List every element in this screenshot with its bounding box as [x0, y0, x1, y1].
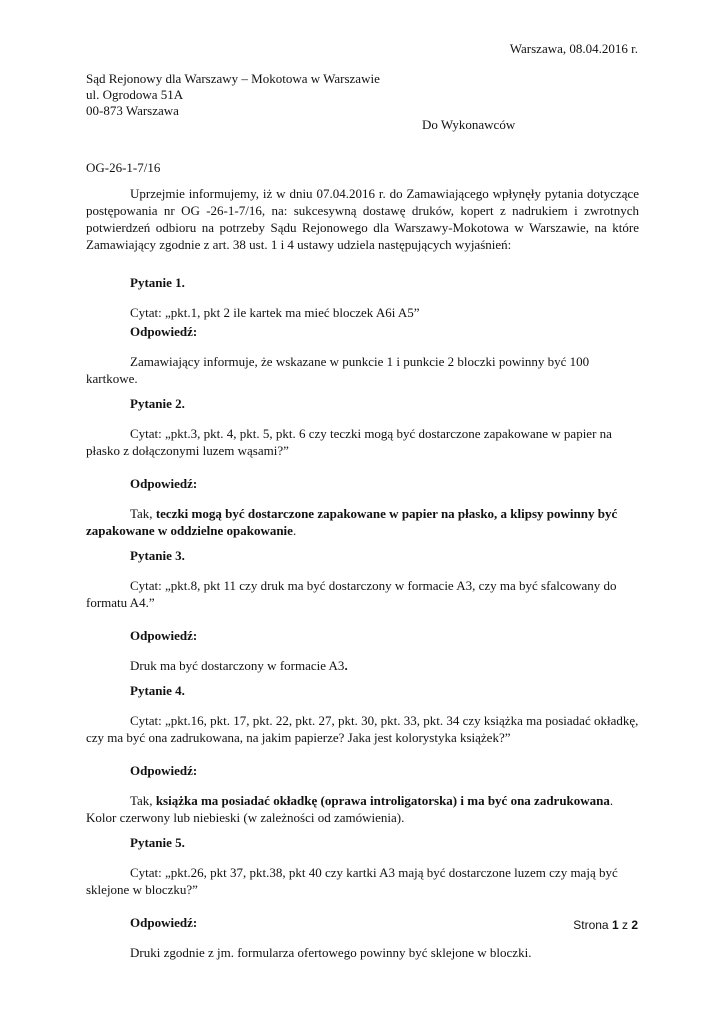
answer-text: Tak, teczki mogą być dostarczone zapakowane w papier na płasko, a klipsy powinny być zapakowane w oddzielne opakowanie. [86, 506, 618, 538]
question-heading: Pytanie 2. [130, 396, 185, 411]
page-word: Strona [573, 918, 609, 932]
answer-text: Druk ma być dostarczony w formacie A3. [130, 658, 348, 673]
question-text: Cytat: „pkt.16, pkt. 17, pkt. 22, pkt. 27, pkt. 30, pkt. 33, pkt. 34 czy książka ma posiadać okładkę, czy ma być ona zadrukowana, na jakim papierze? Jaka jest kolorystyka książek?” [86, 713, 639, 745]
question-text: Cytat: „pkt.1, pkt 2 ile kartek ma mieć bloczek A6i A5” [130, 305, 420, 320]
answer-text: Druki zgodnie z jm. formularza ofertowego powinny być sklejone w bloczki. [130, 945, 532, 960]
answer-heading: Odpowiedź: [130, 763, 198, 778]
question-text: Cytat: „pkt.8, pkt 11 czy druk ma być dostarczony w formacie A3, czy ma być sfalcowany do formatu A4.” [86, 578, 617, 610]
question-heading: Pytanie 4. [130, 683, 185, 698]
page-number [573, 918, 638, 932]
question-heading: Pytanie 3. [130, 548, 185, 563]
sender-street: ul. Ogrodowa 51A [86, 87, 184, 102]
questions-answers [86, 274, 639, 961]
sender-address [86, 71, 380, 119]
page-current: 1 [611, 918, 619, 932]
sender-name: Sąd Rejonowy dla Warszawy – Mokotowa w Warszawie [86, 71, 380, 86]
answer-text: Tak, książka ma posiadać okładkę (oprawa introligatorska) i ma być ona zadrukowana. Kolor czerwony lub niebieski (w zależności od zamówienia). [86, 793, 614, 825]
question-text: Cytat: „pkt.3, pkt. 4, pkt. 5, pkt. 6 czy teczki mogą być dostarczone zapakowane w papier na płasko z dołączonymi luzem wąsami?” [86, 426, 612, 458]
place-date: Warszawa, 08.04.2016 r. [509, 41, 638, 56]
question-text: Cytat: „pkt.26, pkt 37, pkt.38, pkt 40 czy kartki A3 mają być dostarczone luzem czy mają być sklejone w bloczku?” [86, 865, 618, 897]
case-reference: OG-26-1-7/16 [86, 160, 161, 175]
sender-city: 00-873 Warszawa [86, 103, 179, 118]
question-heading: Pytanie 5. [130, 835, 185, 850]
answer-heading: Odpowiedź: [130, 628, 198, 643]
intro-paragraph: Uprzejmie informujemy, iż w dniu 07.04.2016 r. do Zamawiającego wpłynęły pytania dotyczące postępowania nr OG -26-1-7/16, na: sukcesywną dostawę druków, kopert z nadrukiem i zwrotnych potwierdzeń odbioru na potrzeby Sądu Rejonowego dla Warszawy-Mokotowa w Warszawie, na które Zamawiający zgodnie z art. 38 ust. 1 i 4 ustawy udziela następujących wyjaśnień: [86, 186, 639, 252]
question-heading: Pytanie 1. [130, 275, 185, 290]
answer-text: Zamawiający informuje, że wskazane w punkcie 1 i punkcie 2 bloczki powinny być 100 kartkowe. [86, 354, 590, 386]
page-of: z [621, 918, 628, 932]
recipient: Do Wykonawców [422, 117, 516, 132]
answer-heading: Odpowiedź: [130, 476, 198, 491]
answer-heading: Odpowiedź: [130, 915, 198, 930]
page-total: 2 [631, 918, 638, 932]
answer-heading: Odpowiedź: [130, 324, 198, 339]
